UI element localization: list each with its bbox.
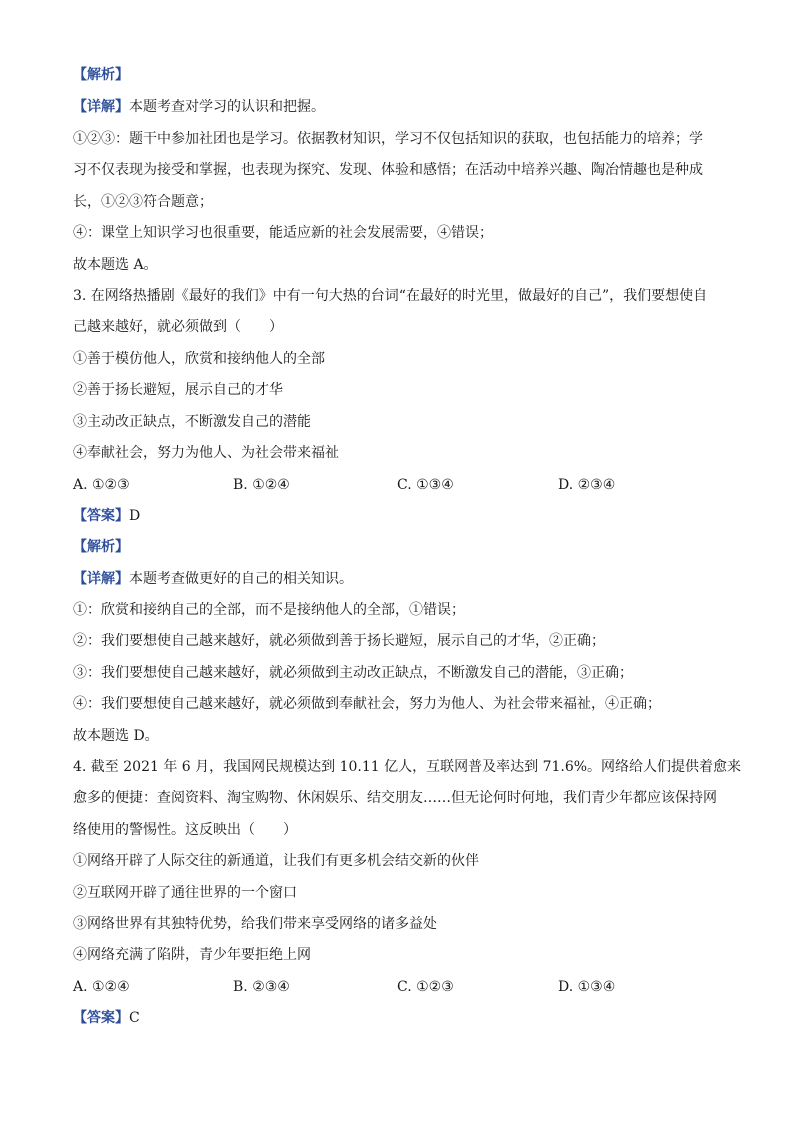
paragraph-line: ①②③：题干中参加社团也是学习。依据教材知识，学习不仅包括知识的获取，也包括能力的培养；学 [73, 131, 703, 147]
answer-value: D [129, 508, 141, 524]
detail-text: 本题考查对学习的认识和把握。 [129, 99, 325, 115]
q3-option-a: A. ①②③ [73, 477, 130, 493]
detail-text: 本题考查做更好的自己的相关知识。 [129, 571, 353, 587]
answer-tag: 【答案】 [73, 508, 129, 524]
answer-value: C [129, 1010, 140, 1026]
statement-item: ④网络充满了陷阱，青少年要拒绝上网 [73, 947, 311, 963]
question-4-stem-cont: 愈多的便捷：查阅资料、淘宝购物、休闲娱乐、结交朋友……但无论何时何地，我们青少年都应该保持网 [73, 790, 717, 806]
statement-item: ③主动改正缺点，不断激发自己的潜能 [73, 414, 311, 430]
analysis-heading: 【解析】 [73, 67, 129, 83]
statement-item: ①网络开辟了人际交往的新通道，让我们有更多机会结交新的伙伴 [73, 853, 479, 869]
q3-option-d: D. ②③④ [558, 477, 616, 493]
q4-option-d: D. ①③④ [558, 979, 616, 995]
answer-line [73, 507, 140, 525]
answer-line [73, 1009, 140, 1027]
paragraph-line: ②：我们要想使自己越来越好，就必须做到善于扬长避短，展示自己的才华，②正确； [73, 633, 605, 649]
paragraph-line: 习不仅表现为接受和掌握，也表现为探究、发现、体验和感悟；在活动中培养兴趣、陶冶情趣也是种成 [73, 162, 703, 178]
statement-item: ②互联网开辟了通往世界的一个窗口 [73, 885, 297, 901]
detail-tag: 【详解】 [73, 571, 129, 587]
detail-line [73, 98, 325, 116]
q3-option-c: C. ①③④ [397, 477, 454, 493]
paragraph-line: ③：我们要想使自己越来越好，就必须做到主动改正缺点，不断激发自己的潜能，③正确； [73, 665, 633, 681]
paragraph-line: ④：课堂上知识学习也很重要，能适应新的社会发展需要，④错误； [73, 225, 493, 241]
statement-item: ①善于模仿他人，欣赏和接纳他人的全部 [73, 351, 325, 367]
detail-tag: 【详解】 [73, 99, 129, 115]
q4-option-b: B. ②③④ [233, 979, 290, 995]
q4-option-a: A. ①②④ [73, 979, 130, 995]
answer-tag: 【答案】 [73, 1010, 129, 1026]
question-4-stem: 4. 截至 2021 年 6 月，我国网民规模达到 10.11 亿人，互联网普及率达到 71.6%。网络给人们提供着愈来 [73, 759, 742, 775]
conclusion-line: 故本题选 A。 [73, 257, 158, 273]
conclusion-line: 故本题选 D。 [73, 728, 159, 744]
statement-item: ③网络世界有其独特优势，给我们带来享受网络的诸多益处 [73, 916, 437, 932]
analysis-heading: 【解析】 [73, 539, 129, 555]
detail-line [73, 570, 353, 588]
question-3-stem: 3. 在网络热播剧《最好的我们》中有一句大热的台词“在最好的时光里，做最好的自己”，我们要想使自 [73, 288, 708, 304]
paragraph-line: ④：我们要想使自己越来越好，就必须做到奉献社会，努力为他人、为社会带来福祉，④正确； [73, 696, 661, 712]
q3-option-b: B. ①②④ [233, 477, 290, 493]
q4-option-c: C. ①②③ [397, 979, 454, 995]
paragraph-line: 长，①②③符合题意； [73, 194, 213, 210]
paragraph-line: ①：欣赏和接纳自己的全部，而不是接纳他人的全部，①错误； [73, 602, 465, 618]
statement-item: ②善于扬长避短，展示自己的才华 [73, 382, 283, 398]
statement-item: ④奉献社会，努力为他人、为社会带来福祉 [73, 445, 339, 461]
question-3-stem-cont: 己越来越好，就必须做到（ ） [73, 319, 283, 335]
question-4-stem-cont: 络使用的警惕性。这反映出（ ） [73, 822, 297, 838]
